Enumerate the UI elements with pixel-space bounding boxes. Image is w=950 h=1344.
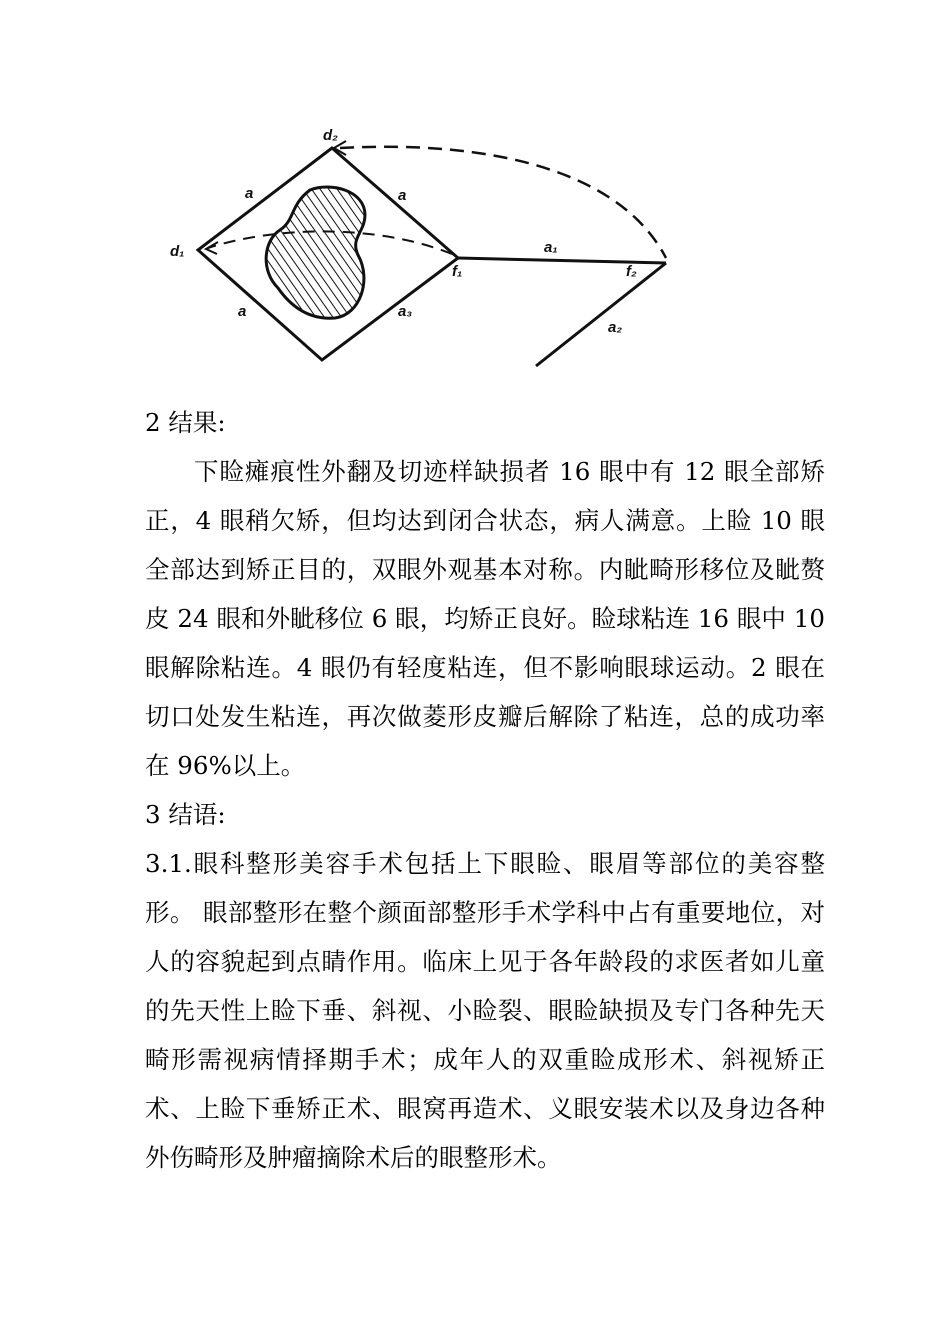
arm-a2 bbox=[536, 263, 666, 366]
section3-paragraph: 3.1.眼科整形美容手术包括上下眼睑、眼眉等部位的美容整形。 眼部整形在整个颜面部整形手术学科中占有重要地位，对人的容貌起到点睛作用。临床上见于各年龄段的求医者如儿童的先天性上睑下垂、斜视、小睑裂、眼睑缺损及专门各种先天畸形需视病情择期手术；成年人的双重睑成形术、斜视矫正术、上睑下垂矫正术、眼窝再造术、义眼安装术以及身边各种外伤畸形及肿瘤摘除术后的眼整形术。 bbox=[145, 849, 825, 1172]
diagram-svg bbox=[160, 120, 700, 380]
label-f2: f₂ bbox=[626, 263, 637, 280]
section2-paragraph: 下睑瘫痕性外翻及切迹样缺损者 16 眼中有 12 眼全部矫正，4 眼稍欠矫，但均达到闭合状态，病人满意。上睑 10 眼全部达到矫正目的，双眼外观基本对称。内眦畸形移位及眦赘皮 24 眼和外眦移位 6 眼，均矫正良好。睑球粘连 16 眼中 10 眼解除粘连。4 眼仍有轻度粘连，但不影响眼球运动。2 眼在切口处发生粘连，再次做菱形皮瓣后解除了粘连，总的成功率在 96%以上。 bbox=[145, 457, 825, 780]
label-a1: a₁ bbox=[544, 239, 558, 256]
label-a-top-left: a bbox=[245, 185, 254, 202]
label-d2: d₂ bbox=[323, 127, 338, 144]
label-a3: a₃ bbox=[398, 303, 413, 320]
label-a-top-right: a bbox=[398, 187, 407, 204]
label-d1: d₁ bbox=[170, 243, 185, 260]
section2-heading: 2 结果: bbox=[145, 408, 226, 437]
dashed-arc-d2-f2 bbox=[340, 147, 666, 258]
section3-heading: 3 结语: bbox=[145, 800, 226, 829]
label-a2: a₂ bbox=[608, 319, 623, 336]
hatched-lesion bbox=[266, 187, 365, 318]
label-f1: f₁ bbox=[452, 263, 463, 280]
rhomboid-flap-diagram bbox=[160, 120, 700, 380]
label-a-bottom-left: a bbox=[238, 303, 247, 320]
